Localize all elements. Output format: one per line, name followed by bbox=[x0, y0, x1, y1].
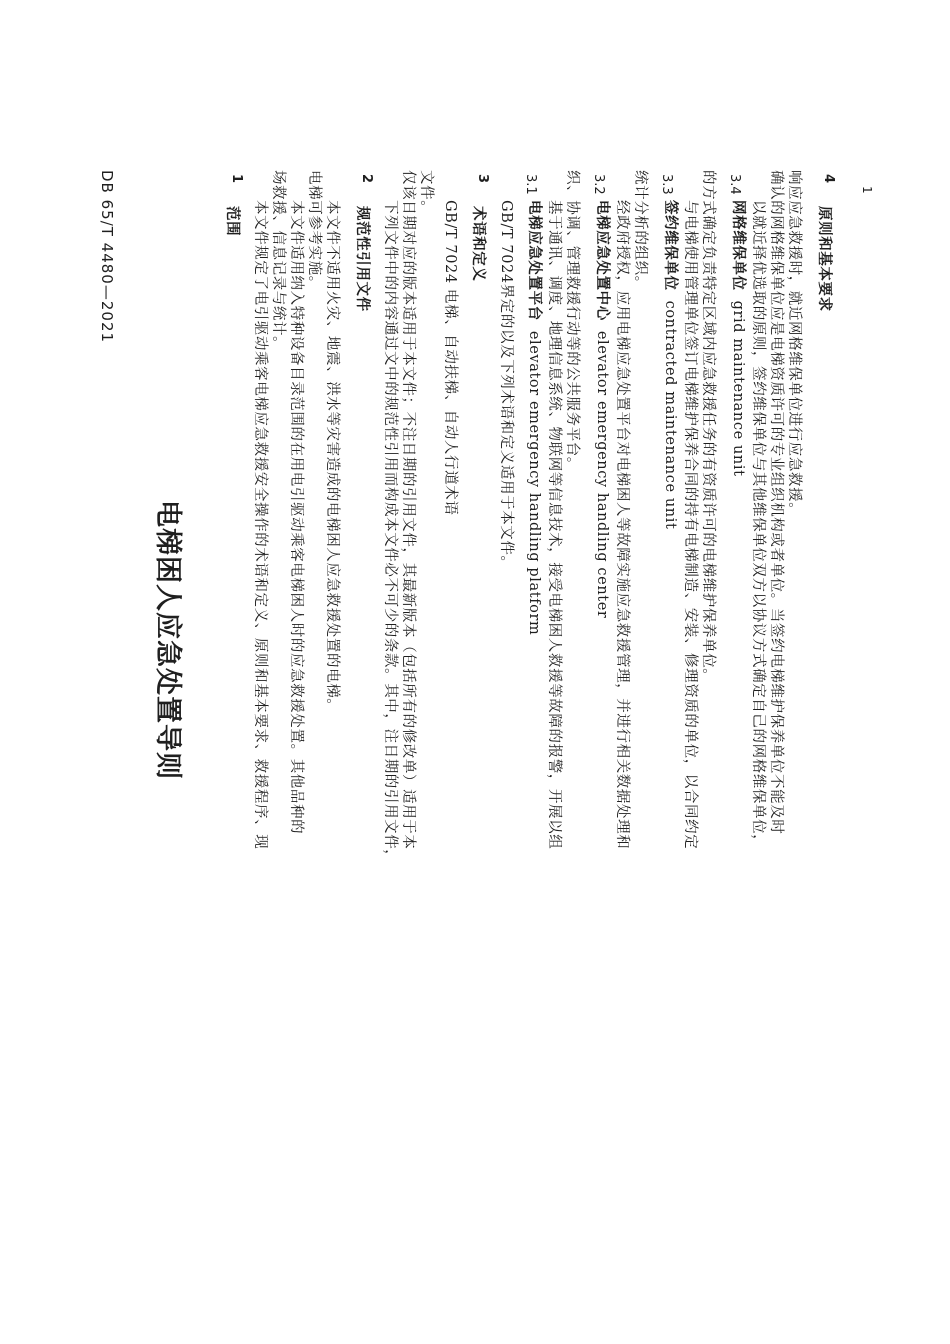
term-3-3-en: contracted maintenance unit bbox=[662, 300, 678, 530]
section-4-heading: 原则和基本要求 bbox=[816, 206, 832, 312]
term-3-4-zh: 网格维保单位 bbox=[730, 200, 746, 291]
section-1-para-2-line-1: 本文件适用纳入特种设备目录范围的在用电引驱动乘客电梯困人时的应急救援处置。其他品种的 bbox=[288, 200, 304, 835]
term-3-2-line-1: 经政府授权，应用电梯应急处置平台对电梯困人等故障实施应急救援管理，并进行相关数据处理和 bbox=[614, 200, 630, 850]
section-2-para-line-3: 文件。 bbox=[418, 170, 434, 216]
term-3-1-zh: 电梯应急处置平台 bbox=[526, 200, 542, 321]
section-1-para-2-line-2: 电梯可参考实施。 bbox=[306, 170, 322, 291]
section-2-para-line-2: 仅该日期对应的版本适用于本文件；不注日期的引用文件，其最新版本（包括所有的修改单）适用于本 bbox=[400, 170, 416, 850]
section-1-para-3: 本文件不适用火灾、地震、洪水等灾害造成的电梯困人应急救援处置的电梯。 bbox=[324, 200, 340, 714]
term-3-4-line-2: 确认的网格维保单位应是电梯资质许可的专业组织机构或者单位。当签约电梯维护保养单位不能及时 bbox=[768, 170, 784, 835]
section-2-para-line-1: 下列文件中的内容通过文中的规范性引用而构成本文件必不可少的条款。其中，注日期的引用文件， bbox=[382, 200, 398, 865]
term-3-2-en: elevator emergency handling center bbox=[594, 330, 610, 619]
term-3-1-en: elevator emergency handling platform bbox=[526, 330, 542, 636]
term-3-1-line-2: 织、协调、管理救援行动等的公共服务平台。 bbox=[564, 170, 580, 472]
term-3-1-line-1: 基于通讯、调度、地理信息系统、物联网等信息技术，接受电梯困人救援等故障的报警，开展以组 bbox=[546, 200, 562, 850]
term-3-2-number: 3.2 bbox=[591, 174, 606, 195]
term-3-2-zh: 电梯应急处置中心 bbox=[594, 200, 610, 321]
term-3-2-title bbox=[593, 200, 614, 618]
term-3-1-title bbox=[525, 200, 546, 635]
term-3-4-line-1: 以就近择优选取的原则，签约维保单位与其他维保单位双方以协议方式确定自己的网格维保单位， bbox=[750, 200, 766, 850]
section-3-heading: 术语和定义 bbox=[470, 206, 486, 282]
document-code: DB 65/T 4480—2021 bbox=[98, 170, 116, 344]
term-3-1-number: 3.1 bbox=[523, 174, 538, 195]
page-number: 1 bbox=[860, 186, 874, 194]
term-3-3-line-1: 与电梯使用管理单位签订电梯维护保养合同的持有电梯制造、安装、修理资质的单位，以合同约定 bbox=[682, 200, 698, 850]
section-2-heading: 规范性引用文件 bbox=[354, 206, 370, 312]
term-3-4-en: grid maintenance unit bbox=[730, 300, 746, 477]
section-3-intro: GB/T 7024界定的以及下列术语和定义适用于本文件。 bbox=[498, 200, 514, 571]
section-3-number: 3 bbox=[475, 174, 490, 184]
section-1-number: 1 bbox=[229, 174, 244, 184]
section-1-para-1-line-2: 场救援、信息记录与统计。 bbox=[270, 170, 286, 352]
document-title: 电梯困人应急处置导则 bbox=[152, 500, 183, 780]
section-2-number: 2 bbox=[359, 174, 374, 184]
section-1-para-1-line-1: 本文件规定了电引驱动乘客电梯应急救援安全操作的术语和定义、原则和基本要求、救援程序、现 bbox=[252, 200, 268, 850]
section-4-number: 4 bbox=[821, 174, 836, 184]
section-2-reference: GB/T 7024 电梯、自动扶梯、自动人行道术语 bbox=[442, 200, 458, 516]
term-3-4-number: 3.4 bbox=[727, 174, 742, 195]
term-3-3-zh: 签约维保单位 bbox=[662, 200, 678, 291]
term-3-4-title bbox=[729, 200, 750, 477]
term-3-3-title bbox=[661, 200, 682, 529]
term-3-4-line-3: 响应应急救援时，就近网格维保单位进行应急救援。 bbox=[786, 170, 802, 518]
term-3-2-line-2: 统计分析的组织。 bbox=[632, 170, 648, 291]
term-3-3-number: 3.3 bbox=[659, 174, 674, 195]
term-3-3-line-2: 的方式确定负责特定区域内应急救援任务的有资质许可的电梯维护保养单位。 bbox=[700, 170, 716, 684]
section-1-heading: 范围 bbox=[224, 206, 240, 237]
